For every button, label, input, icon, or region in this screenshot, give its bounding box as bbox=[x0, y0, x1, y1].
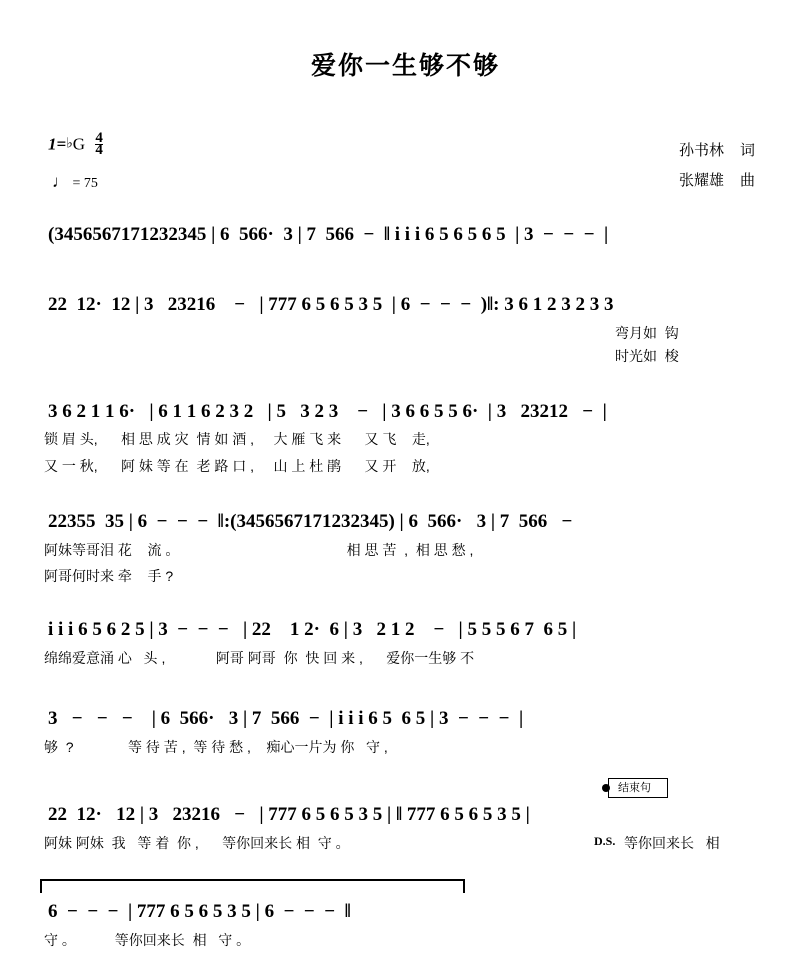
key-letter: G bbox=[72, 134, 86, 154]
flat-icon: ♭ bbox=[66, 136, 73, 152]
system-4-lyrics-2: 阿哥何时来 牵 手 ? bbox=[44, 568, 174, 584]
composer-name: 张耀雄 bbox=[678, 172, 724, 189]
lyricist-role: 词 bbox=[739, 142, 755, 159]
system-5-lyrics: 绵绵爱意涌 心 头 , 阿哥 阿哥 你 快 回 来 , 爱你一生够 不 bbox=[44, 650, 475, 666]
system-2-lyrics-1: 弯月如 钩 bbox=[615, 325, 679, 341]
system-8-notes: 6 − − − | 777 6 5 6 5 3 5 | 6 − − − ‖ bbox=[48, 901, 351, 922]
system-7-ds-lyrics: 等你回来长 相 bbox=[624, 835, 720, 851]
system-3-lyrics-2: 又 一 秋, 阿 妹 等 在 老 路 口 , 山 上 杜 鹃 又 开 放, bbox=[44, 458, 430, 474]
system-6-notes: 3 − − − | 6 566· 3 | 7 566 − | i i i 6 5 6 5 | 3 − − − | bbox=[48, 708, 524, 729]
page-title: 爱你一生够不够 bbox=[310, 52, 500, 80]
tempo-equals: = bbox=[72, 176, 81, 191]
system-7-notes: 22 12· 12 | 3 23216 − | 777 6 5 6 5 3 5 | ‖ 777 6 5 6 5 3 5 | bbox=[48, 804, 530, 825]
meter-denominator: 4 bbox=[95, 142, 103, 158]
system-8-lyrics: 守 。 等你回来长 相 守 。 bbox=[44, 932, 251, 948]
system-3-notes: 3 6 2 1 1 6· | 6 1 1 6 2 3 2 | 5 3 2 3 − | 3 6 6 5 5 6· | 3 23212 − | bbox=[48, 401, 607, 422]
system-2-notes: 22 12· 12 | 3 23216 − | 777 6 5 6 5 3 5 | 6 − − − )‖: 3 6 1 2 3 2 3 3 bbox=[48, 294, 614, 315]
key-one-equals: 1= bbox=[48, 134, 67, 154]
system-6-lyrics: 够 ? 等 待 苦 , 等 待 愁 , 痴心一片为 你 守 , bbox=[44, 739, 388, 755]
quarter-note-icon: ♩ bbox=[52, 172, 69, 191]
system-4-lyrics-1: 阿妹等哥泪 花 流 。 相 思 苦 , 相 思 愁 , bbox=[44, 542, 474, 558]
repeat-bracket-right bbox=[463, 879, 465, 893]
meter-numerator: 4 bbox=[95, 130, 103, 146]
system-3-lyrics-1: 锁 眉 头, 相 思 成 灾 情 如 酒 , 大 雁 飞 来 又 飞 走, bbox=[44, 431, 430, 447]
tempo-bpm: 75 bbox=[83, 176, 98, 191]
system-5-notes: i i i 6 5 6 2 5 | 3 − − − | 22 1 2· 6 | 3 2 1 2 − | 5 5 5 6 7 6 5 | bbox=[48, 619, 577, 640]
system-2-lyrics-2: 时光如 梭 bbox=[615, 348, 679, 364]
ds-mark: D.S. bbox=[594, 834, 616, 848]
lyricist-name: 孙书林 bbox=[678, 142, 724, 159]
system-7-lyrics: 阿妹 阿妹 我 等 着 你 , 等你回来长 相 守 。 bbox=[44, 835, 350, 851]
coda-dot-icon bbox=[602, 784, 610, 792]
system-1-notes: (3456567171232345 | 6 566· 3 | 7 566 − ‖ i i i 6 5 6 5 6 5 | 3 − − − | bbox=[48, 224, 609, 245]
repeat-bracket-left bbox=[40, 879, 42, 893]
music-sheet bbox=[0, 46, 811, 974]
system-4-notes: 22355 35 | 6 − − − ‖:(3456567171232345) | 6 566· 3 | 7 566 − bbox=[48, 511, 573, 532]
composer-role: 曲 bbox=[739, 172, 755, 189]
repeat-bracket-line bbox=[40, 879, 465, 881]
ending-marker-label: 结束句 bbox=[618, 782, 651, 794]
